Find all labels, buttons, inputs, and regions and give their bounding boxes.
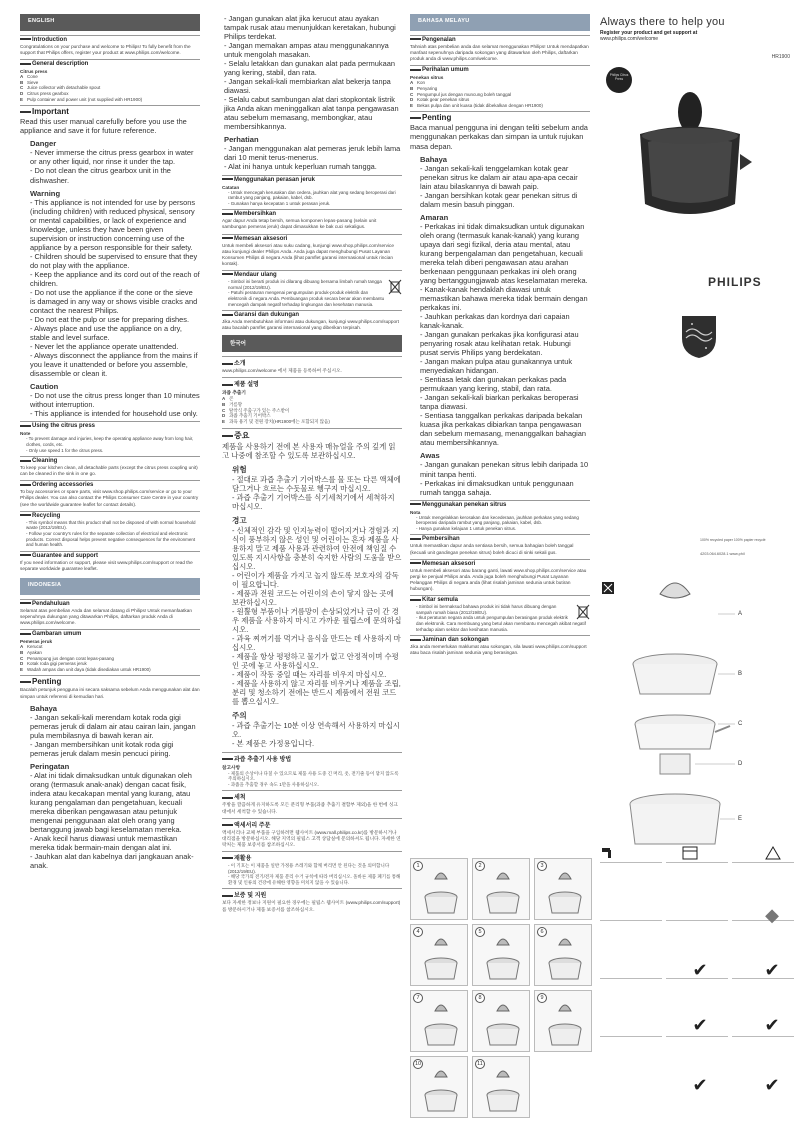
weee-bin-icon: [388, 279, 402, 295]
list-item: - Untuk mencegah kerusakan dan cedera, jauhkan alat yang sedang beroperasi dari rambut yang panjang, pakaian, kabel, dsb.: [228, 189, 396, 201]
step-number: 10: [414, 1061, 422, 1067]
note-label: Nota: [410, 509, 421, 515]
section-heading: 중요: [222, 428, 402, 441]
danger-heading: Bahaya: [420, 154, 448, 164]
section-heading: Menggunakan penekan sitrus: [410, 500, 590, 508]
section-heading: Pendahuluan: [20, 599, 200, 607]
check-icon: ✔: [764, 960, 780, 980]
desc-title: Citrus press: [20, 69, 48, 75]
guarantee-text: 보다 자세한 정보나 지원이 필요한 경우에는 필립스 웹사이트 (www.philips.com/support)를 방문하시거나 제품 보증서를 참조하십시오.: [222, 900, 401, 912]
product-badge: Philips Citrus Press: [606, 67, 632, 93]
section-heading: Pembersihan: [410, 534, 590, 542]
language-header: ENGLISH: [20, 14, 200, 31]
important-text: 제품을 사용하기 전에 본 사용자 매뉴얼을 주의 깊게 읽고 나중에 참조할 수 있도록 보관하십시오.: [222, 441, 396, 460]
section-heading: Perihalan umum: [410, 65, 590, 73]
list-item: - Always place and use the appliance on a dry, stable and level surface.: [30, 323, 182, 342]
cleaning-text: To keep your kitchen clean, all detachable parts (except the citrus press coupling unit) can be cleaned in the sink in one go.: [20, 465, 198, 477]
part-item: B Ayakan: [20, 649, 42, 655]
ordering-text: To buy accessories or spare parts, visit www.shop.philips.com/service or go to your Philips dealer. You can also contact the Philips Consumer Care Centre in your country (see the worldwide guarantee leaflet for contact details).: [20, 489, 199, 507]
step-number: 6: [537, 927, 547, 937]
list-item: - 과즙을 추출할 경우 속도 1만을 사용하십시오.: [228, 781, 319, 787]
part-item: E Pulp container and power unit (not supplied with HR1900): [20, 96, 143, 102]
part-label: B: [738, 671, 743, 677]
part-label: C: [738, 721, 743, 727]
section-heading: Kitar semula: [410, 595, 590, 603]
caution-heading: 주의: [232, 711, 247, 721]
part-item: D Kotak gear penekan sitrus: [410, 97, 470, 103]
list-item: - Patuhi peraturan mengenai pengumpulan produk-produk elektrik dan elektronik di negara Anda. Pembuangan produk secara benar akan membantu mencegah dampak negatif terhadap lingkungan dan kesehatan manusia.: [228, 290, 385, 307]
step-number: 7: [413, 993, 423, 1003]
part-item: A Kon: [410, 80, 426, 86]
step-illustration: [534, 924, 592, 986]
weee-bin-icon: [576, 604, 590, 620]
cleaning-text: Untuk memastikan dapur anda sentiasa bersih, semua bahagian boleh tanggal (kecuali unit gandingan penekan sitrus) boleh dicuci di sinki sekali gus.: [410, 543, 574, 555]
no-immersion-icon: [765, 846, 781, 860]
step-illustration: [472, 858, 530, 920]
table-cell: [600, 862, 662, 918]
cleaning-text: Agar dapur Anda tetap bersih, semua komponen lepas-pasang (selain unit sambungan pemeras jeruk) dapat dimasukkan ke bak cuci sekaligus.: [222, 218, 377, 230]
part-label: A: [738, 611, 743, 617]
list-item: - This appliance is intended for household use only.: [30, 409, 198, 419]
list-item: - Jangan sekali-kali tenggelamkan kotak gear penekan sitrus ke dalam air atau apa-apa cecair lain atau bilaskannya di bawah paip.: [420, 163, 578, 191]
section-heading: Ordering accessories: [20, 480, 200, 488]
section-heading: Garansi dan dukungan: [222, 310, 402, 318]
step-illustration: [534, 990, 592, 1052]
list-item: - Jauhkan alat dan kabelnya dari jangkauan anak-anak.: [30, 852, 194, 871]
section-heading: Memesan aksesori: [222, 234, 402, 242]
list-item: - This appliance is not intended for use by persons (including children) with reduced physical, sensory or mental capabilities, or lack of experience and knowledge, unless they have been given supervision or instruction concerning use of the appliance by a person responsible for their safety.: [30, 197, 196, 252]
list-item: - Jangan memakan ampas atau menggunakannya untuk mengolah masakan.: [224, 41, 389, 60]
step-illustration: [534, 858, 592, 920]
section-heading: Introduction: [20, 35, 200, 43]
desc-title: Pemeras jeruk: [20, 639, 53, 645]
list-item: - Simbol ini bermaksud bahawa produk ini tidak harus dibuang dengan sampah rumah biasa (2012/19/EU).: [416, 604, 557, 615]
list-item: - 해당 국가의 전기/전자 제품 분리 수거 규칙에 따라 버리십시오. 올바른 제품 폐기를 통해 환경 및 인류의 건강에 유해한 영향을 미치지 않을 수 있습니다.: [228, 874, 401, 885]
list-item: - Perkakas ini dimaksudkan untuk penggunaan rumah tangga sahaja.: [420, 478, 574, 497]
section-heading: Pengenalan: [410, 35, 590, 43]
cover-url[interactable]: www.philips.com/welcome: [600, 36, 659, 42]
caution-heading: Perhatian: [224, 135, 259, 145]
list-item: - Ikut peraturan negara anda untuk pengumpulan berasingan produk elektrik dan elektronik. Cara membuang yang betul akan membantu mencegah akibat negatif terhadap alam sekitar dan kesihatan manusia.: [416, 615, 586, 632]
part-item: E 과육 용기 및 전원 장치(HR1900에는 포함되지 않음): [222, 418, 330, 424]
philips-wordmark: PHILIPS: [708, 275, 762, 289]
list-item: - Jangan sekali-kali membiarkan alat bekerja tanpa diawasi.: [224, 77, 391, 96]
list-item: - Always disconnect the appliance from the mains if you leave it unattended or before you assemble, disassemble or clean it.: [30, 351, 198, 379]
model-number: HR1900: [771, 54, 790, 60]
part-item: B Sieve: [20, 79, 39, 85]
part-item: D 과즙 추출기 기어박스: [222, 413, 271, 419]
list-item: - Do not eat the pulp or use for preparing dishes.: [30, 314, 189, 324]
list-item: - 과즙 추출기는 10분 이상 연속해서 사용하지 마십시오.: [232, 721, 400, 740]
danger-heading: Danger: [30, 139, 57, 149]
caution-heading: Awas: [420, 451, 440, 461]
list-item: - Only use speed 1 for the citrus press.: [26, 447, 104, 453]
intro-text: Tahniah atas pembelian anda dan selamat menggunakan Philips! Untuk mendapatkan manfaat sepenuhnya daripada sokongan yang ditawarkan oleh Philips, daftarkan produk anda di www.philips.com/welcome.: [410, 44, 589, 62]
section-heading: Jaminan dan sokongan: [410, 635, 590, 643]
list-item: - 제품이 작동 중일 때는 자리를 비우지 마십시오.: [232, 670, 387, 680]
part-label: E: [738, 816, 743, 822]
list-item: - Do not clean the citrus gearbox unit in the dishwasher.: [30, 166, 171, 185]
step-number: 9: [537, 993, 547, 1003]
guarantee-text: Jika Anda membutuhkan informasi atau dukungan, kunjungi www.philips.com/support atau bacalah pamflet garansi internasional yang diberikan terpisah.: [222, 319, 399, 331]
part-item: B 거름망: [222, 402, 243, 408]
list-item: - 절대로 과즙 추출기 기어박스를 물 또는 다른 액체에 담그거나 흐르는 수돗물로 헹구지 마십시오.: [232, 474, 401, 493]
exploded-parts-drawing: [600, 574, 796, 864]
list-item: - Jauhkan perkakas dan kordnya dari capaian kanak-kanak.: [420, 312, 570, 331]
danger-heading: 위험: [232, 464, 247, 474]
language-header: 한국어: [222, 335, 402, 352]
part-item: C Juice collector with detachable spout: [20, 85, 101, 91]
list-item: - Jangan menggunakan alat pemeras jeruk lebih lama dari 10 menit terus-menerus.: [224, 144, 401, 163]
drop-icon: ◆: [765, 905, 779, 925]
step-number: 8: [475, 993, 485, 1003]
list-item: - 과즙 추출기 기어박스를 식기세척기에서 세척하지 마십시오.: [232, 492, 395, 511]
note-label: Note: [20, 431, 31, 437]
language-header: INDONESIA: [20, 578, 200, 595]
list-item: - 신체적인 감각 및 인지능력이 떨어지거나 경험과 지식이 풍부하지 않은 성인 및 어린이는 혼자 제품을 사용하지 말고 제품 사용과 관련하여 안전에 책임질 수 있도록 지시사항을 충분히 숙지한 사람의 도움을 받으십시오.: [232, 525, 402, 571]
part-item: C Penampung jus dengan corat lepas-pasang: [20, 655, 115, 661]
intro-text: www.philips.com/welcome 에서 제품을 등록하여 주십시오.: [222, 368, 342, 374]
language-header: BAHASA MELAYU: [410, 14, 590, 31]
list-item: - 제품과 전원 코드는 어린이의 손이 닿지 않는 곳에 보관하십시오.: [232, 589, 394, 608]
table-cell: [600, 920, 662, 976]
step-illustration: [410, 990, 468, 1052]
table-cell: [666, 862, 728, 918]
section-heading: 세척: [222, 790, 402, 801]
step-number: 4: [413, 927, 423, 937]
philips-shield-icon: [680, 314, 718, 360]
section-heading: Mendaur ulang: [222, 270, 402, 278]
list-item: - Sentiasa tanggalkan perkakas daripada bekalan kuasa jika perkakas dibiarkan tanpa pengawasan dan sebelum memasang, menanggalkan bahagian atau membersihkannya.: [420, 411, 586, 448]
list-item: - Jangan sekali-kali biarkan perkakas beroperasi tanpa diawasi.: [420, 393, 579, 412]
recycle-note: 100% recycled paper 100% papier recyclé: [700, 538, 766, 542]
guarantee-text: If you need information or support, please visit www.philips.com/support or read the separate worldwide guarantee leaflet.: [20, 559, 193, 571]
list-item: - Keep the appliance and its cord out of the reach of children.: [30, 269, 200, 288]
list-item: - 과육 찌꺼기를 먹거나 음식을 만드는 데 사용하지 마십시오.: [232, 634, 401, 653]
list-item: - 제품의 손상이나 다칠 수 있으므로 제품 사용 도중 긴 머리, 옷, 전기줄 등이 닿지 않도록 주의하십시오.: [228, 770, 399, 782]
section-heading: Membersihkan: [222, 209, 402, 217]
list-item: - Jangan sekali-kali merendam kotak roda gigi pemeras jeruk di dalam air atau cairan lain, jangan pula membilasnya di bawah keran air.: [30, 712, 196, 740]
part-label: D: [738, 761, 743, 767]
step-illustration: [410, 924, 468, 986]
step-illustration: [472, 990, 530, 1052]
step-number: 5: [475, 927, 485, 937]
important-text: Bacalah petunjuk pengguna ini secara saksama sebelum Anda menggunakan alat dan simpan untuk referensi di kemudian hari.: [20, 687, 200, 699]
list-item: - Alat ini hanya untuk keperluan rumah tangga.: [224, 162, 377, 172]
step-illustration: [410, 858, 468, 920]
list-item: - Alat ini tidak dimaksudkan untuk digunakan oleh orang (termasuk anak-anak) dengan cacat fisik, indera atau kecakapan mental yang kurang, atau kurang pengalaman dan pengetahuan, kecuali mereka diberikan pengawasan atau petunjuk mengenai penggunaan alat oleh orang yang bertanggung jawab bagi keselamatan mereka.: [30, 770, 192, 835]
step-number: 2: [475, 861, 485, 871]
part-item: D Citrus press gearbox: [20, 91, 69, 97]
section-heading: Penting: [410, 111, 590, 122]
check-icon: ✔: [764, 1015, 780, 1035]
ordering-text: Untuk membeli aksesori atau barang ganti, lawati www.shop.philips.com/service atau pergi ke penjual Philips anda. Anda juga boleh menghubungi Pusat Layanan Pelanggan Philips di negara anda (lihat risalah jaminan sedunia untuk butiran hubungan).: [410, 567, 587, 592]
list-item: - Perkakas ini tidak dimaksudkan untuk digunakan oleh orang (termasuk kanak-kanak) yang kurang upaya dari segi fizikal, deria atau mental, atau kurang berpengalaman dan pengetahuan, kecuali mereka telah diberi pengawasan atau arahan berkenaan penggunaan perkakas ini oleh orang yang bertanggungjawab atas keselamatan mereka.: [420, 221, 588, 285]
list-item: - Sentiasa letak dan gunakan perkakas pada permukaan yang kering, stabil, dan rata.: [420, 375, 567, 394]
column-english: [20, 14, 200, 870]
list-item: - 원뿔형 부품이나 거름망이 손상되었거나 금이 간 경우 제품을 사용하지 마시고 가까운 필립스에 문의하십시오.: [232, 607, 402, 635]
list-item: - Untuk mengelakkan kerosakan dan kecederaan, jauhkan perkakas yang sedang beroperasi daripada rambut yang panjang, pakaian, kabel, dsb.: [416, 514, 579, 526]
warning-heading: Peringatan: [30, 761, 70, 771]
list-item: - Do not use the citrus press longer than 10 minutes without interruption.: [30, 391, 200, 410]
section-heading: 액세서리 주문: [222, 818, 402, 829]
list-item: - Jangan gunakan alat jika kerucut atau ayakan tampak rusak atau menunjukkan keretakan, hubungi Philips terdekat.: [224, 14, 396, 42]
tap-icon: [600, 846, 616, 860]
step-number: 11: [475, 1059, 485, 1069]
list-item: - Jangan gunakan perkakas jika konfigurasi atau penyaring rosak atau kelihatan retak. Hubungi pusat servis Philips yang berdekatan.: [420, 330, 579, 358]
list-item: - Jangan membersihkan unit kotak roda gigi pemeras jeruk dalam mesin pencuci piring.: [30, 739, 174, 758]
list-item: - Never immerse the citrus press gearbox in water or any other liquid, nor rinse it under the tap.: [30, 148, 194, 167]
part-item: A 콘: [222, 396, 234, 402]
list-item: - 어린이가 제품을 가지고 놀지 않도록 보호자의 감독이 필요합니다.: [232, 570, 399, 589]
list-item: - Never let the appliance operate unattended.: [30, 342, 179, 352]
important-text: Read this user manual carefully before you use the appliance and save it for future reference.: [20, 117, 187, 136]
note-label: Catatan: [222, 184, 240, 190]
section-heading: Menggunakan perasan jeruk: [222, 175, 402, 183]
warning-heading: 경고: [232, 515, 247, 525]
list-item: - Follow your country's rules for the separate collection of electrical and electronic products. Correct disposal helps prevent negative consequences for the environment and human health.: [26, 530, 196, 548]
list-item: - Jangan gunakan penekan sitrus lebih daripada 10 minit tanpa henti.: [420, 460, 589, 479]
list-item: - Selalu letakkan dan gunakan alat pada permukaan yang kering, stabil, dan rata.: [224, 59, 395, 78]
section-heading: 재활용: [222, 851, 402, 862]
part-item: E Bekas pulpa dan unit kuasa (tidak dibekalkan dengan HR1900): [410, 102, 543, 108]
warning-heading: Warning: [30, 188, 61, 198]
step-illustration: [472, 1056, 530, 1118]
caution-heading: Caution: [30, 382, 59, 392]
cleaning-text: 주방을 깔끔하게 유지하도록 모든 분리형 부품(과즙 추출기 결합부 제외)을 한 번에 싱크대에서 세척할 수 있습니다.: [222, 802, 398, 814]
intro-text: Congratulations on your purchase and welcome to Philips! To fully benefit from the support that Philips offers, register your product at www.philips.com/welcome.: [20, 44, 191, 56]
list-item: - 제품을 사용하지 않고 자리를 비우거나 제품을 조립, 분리 및 청소하기 전에는 반드시 제품에서 전원 코드를 뽑으십시오.: [232, 679, 401, 707]
list-item: - Simbol ini berarti produk ini dilarang dibuang bersama limbah rumah tangga normal (2012/19/EU).: [228, 279, 382, 290]
list-item: - Gunakan hanya kecepatan 1 untuk perasan jeruk.: [228, 200, 331, 206]
list-item: - This symbol means that this product shall not be disposed of with normal household waste (2012/19/EU).: [26, 519, 196, 531]
list-item: - 이 기호는 이 제품을 일반 가정용 쓰레기와 함께 버리면 안 된다는 것을 의미합니다(2012/19/EU).: [228, 862, 390, 874]
section-heading: 보증 및 지원: [222, 888, 402, 899]
list-item: - Anak kecil harus diawasi untuk memastikan mereka tidak bermain-main dengan alat ini.: [30, 834, 178, 853]
desc-title: 과즙 추출기: [222, 390, 246, 396]
part-item: B Penyaring: [410, 85, 438, 91]
part-item: C Pengumpul jus dengan muncung boleh tanggal: [410, 91, 512, 97]
check-icon: ✔: [692, 1075, 708, 1095]
important-text: Baca manual pengguna ini dengan teliti sebelum anda menggunakan perkakas dan simpan ia untuk rujukan masa depan.: [410, 123, 588, 151]
table-cell: [600, 1036, 662, 1092]
section-heading: Memesan aksesori: [410, 559, 590, 567]
part-item: E Wadah ampas dan unit daya (tidak disediakan untuk HR1900): [20, 666, 151, 672]
ordering-text: 액세서리나 교체 부품을 구입하려면 웹사이트 (www.mall.philips.co.kr)를 방문하시거나 대리점을 방문하십시오. 해당 지역의 필립스 고객 상담실에 문의하셔도 됩니다. 자세한 연락처는 제품 보증서를 참조하십시오.: [222, 829, 401, 847]
section-heading: 소개: [222, 356, 402, 367]
section-heading: Guarantee and support: [20, 551, 200, 559]
list-item: - 제품을 항상 평평하고 물기가 없고 안정적이며 수평인 곳에 놓고 사용하십시오.: [232, 652, 399, 671]
part-item: C 탈착식 주출구가 있는 주스받이: [222, 407, 290, 413]
list-item: - Jangan bersihkan kotak gear penekan sitrus di dalam mesin basuh pinggan.: [420, 190, 578, 209]
check-icon: ✔: [764, 1075, 780, 1095]
step-number: 3: [537, 861, 547, 871]
desc-title: Penekan sitrus: [410, 75, 444, 81]
step-illustration: [410, 1056, 468, 1118]
intro-text: Selamat atas pembelian Anda dan selamat datang di Philips! Untuk memanfaatkan sepenuhnya dukungan yang ditawarkan Philips, daftarkan produk Anda di www.philips.com/welcome.: [20, 608, 192, 626]
section-heading: 과즙 추출기 사용 방법: [222, 752, 402, 763]
section-heading: Cleaning: [20, 456, 200, 464]
table-cell: [600, 978, 662, 1034]
list-item: - Hanya gunakan kelajuan 1 untuk penekan sitrus.: [416, 525, 517, 531]
section-heading: Gambaran umum: [20, 629, 200, 637]
list-item: - Kanak-kanak hendaklah diawasi untuk memastikan bahawa mereka tidak bermain dengan perkakas ini.: [420, 284, 588, 312]
dishwasher-icon: [682, 846, 698, 860]
list-item: - Selalu cabut sambungan alat dari stopkontak listrik jika Anda akan meninggalkan alat tanpa pengawasan atau sebelum memasang, membongkar, atau membersihkannya.: [224, 95, 399, 132]
step-number: 1: [413, 861, 423, 871]
note-label: 참고사항: [222, 764, 241, 770]
citrus-press-product-image: [620, 84, 760, 234]
cover-subtitle: Register your product and get support at: [600, 30, 698, 36]
warning-heading: Amaran: [420, 212, 449, 222]
ordering-text: Untuk membeli aksesori atau suku cadang, kunjungi www.shop.philips.com/service atau kunjungi dealer Philips Anda. Anda juga dapat menghubungi Pusat Layanan Konsumen Philips di negara Anda (lihat pamflet garansi internasional untuk rincian kontak).: [222, 242, 394, 266]
section-heading: 제품 설명: [222, 377, 402, 388]
section-heading: Using the citrus press: [20, 421, 200, 429]
section-heading: Recycling: [20, 511, 200, 519]
list-item: - Do not use the appliance if the cone or the sieve is damaged in any way or shows visible cracks and contact the nearest Philips.: [30, 287, 198, 315]
section-heading: Penting: [20, 675, 200, 686]
cover-title: Always there to help you: [600, 16, 725, 28]
list-item: - 본 제품은 가정용입니다.: [232, 739, 315, 749]
check-icon: ✔: [692, 1015, 708, 1035]
danger-heading: Bahaya: [30, 703, 58, 713]
column-malay: [410, 14, 590, 656]
column-indonesia-korean: [222, 14, 402, 913]
part-item: D Kotak roda gigi pemeras jeruk: [20, 661, 87, 667]
check-icon: ✔: [692, 960, 708, 980]
document-code: 4203.064.6028.1 www.phil: [700, 552, 745, 556]
section-heading: General description: [20, 59, 200, 67]
guarantee-text: Jika anda memerlukan maklumat atau sokongan, sila lawati www.philips.com/support atau baca risalah jaminan sedunia yang berasingan.: [410, 644, 587, 656]
list-item: - To prevent damage and injuries, keep the operating appliance away from long hair, clothes, cords, etc.: [26, 436, 194, 447]
part-item: A Cone: [20, 74, 38, 80]
list-item: - Jangan makan pulpa atau gunakannya untuk menyediakan hidangan.: [420, 357, 573, 376]
section-heading: Important: [20, 105, 200, 116]
list-item: - Children should be supervised to ensure that they do not play with the appliance.: [30, 251, 198, 270]
part-item: A Kerucut: [20, 644, 43, 650]
step-illustration: [472, 924, 530, 986]
